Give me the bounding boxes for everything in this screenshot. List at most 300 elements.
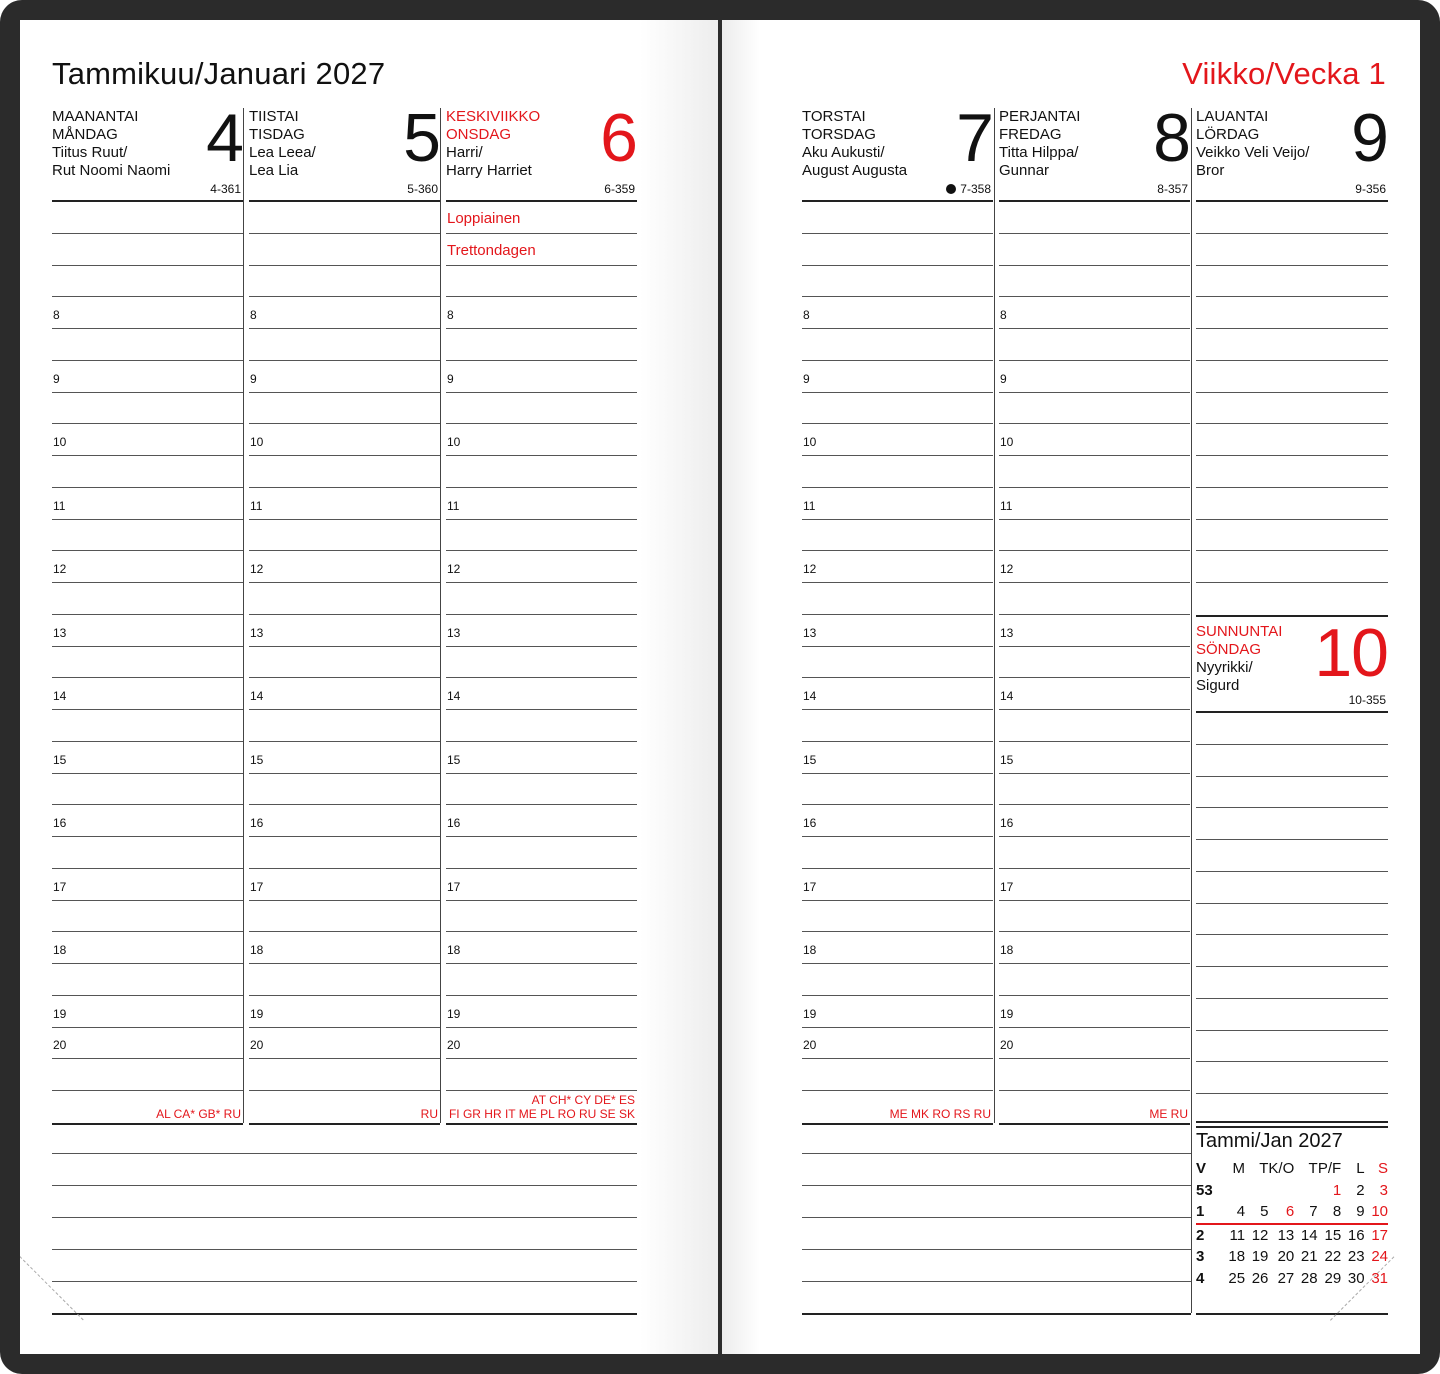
time-row[interactable] xyxy=(52,424,243,456)
time-row[interactable] xyxy=(999,234,1190,266)
time-row[interactable] xyxy=(1196,935,1388,967)
time-row[interactable] xyxy=(249,361,440,393)
week-number: 3 xyxy=(1196,1248,1205,1265)
time-row[interactable] xyxy=(999,520,1190,552)
time-row[interactable] xyxy=(999,1028,1190,1060)
time-row[interactable] xyxy=(802,456,993,488)
time-row[interactable] xyxy=(249,964,440,996)
time-row[interactable] xyxy=(52,774,243,806)
notes-line[interactable] xyxy=(52,1185,637,1186)
moon-phase-icon xyxy=(946,184,956,194)
time-row[interactable] xyxy=(249,647,440,679)
page-corner-mark xyxy=(20,1256,84,1320)
day-name-fi: KESKIVIIKKO xyxy=(446,108,541,125)
day-number: 8 xyxy=(1153,100,1190,176)
time-row[interactable] xyxy=(802,932,993,964)
notes-line[interactable] xyxy=(52,1281,637,1282)
time-row[interactable] xyxy=(802,266,993,298)
time-row[interactable] xyxy=(999,774,1190,806)
time-row[interactable] xyxy=(52,297,243,329)
calendar-date[interactable]: 22 xyxy=(1324,1248,1342,1265)
time-row[interactable] xyxy=(446,551,637,583)
column-divider xyxy=(994,108,995,1123)
day-name-sv: LÖRDAG xyxy=(1196,126,1260,143)
calendar-date[interactable]: 31 xyxy=(1371,1269,1388,1287)
time-row[interactable] xyxy=(802,1059,993,1091)
time-row[interactable] xyxy=(446,869,637,901)
time-row[interactable] xyxy=(446,456,637,488)
hour-label: 13 xyxy=(803,625,817,640)
calendar-date[interactable]: 13 xyxy=(1277,1226,1295,1244)
time-row[interactable] xyxy=(1196,520,1388,552)
hour-label: 8 xyxy=(53,308,60,322)
calendar-date[interactable]: 9 xyxy=(1341,1201,1364,1224)
hour-label: 18 xyxy=(447,943,461,957)
name-day: Aku Aukusti/ xyxy=(802,144,885,161)
time-row[interactable] xyxy=(1196,872,1388,904)
time-row[interactable] xyxy=(999,710,1190,742)
time-row[interactable] xyxy=(999,424,1190,456)
time-row[interactable] xyxy=(802,1028,993,1060)
hour-label: 10 xyxy=(447,435,461,449)
hour-label: 15 xyxy=(250,752,264,767)
day-header xyxy=(446,100,637,202)
time-row[interactable] xyxy=(446,710,637,742)
time-row[interactable] xyxy=(52,742,243,774)
time-row[interactable] xyxy=(1196,999,1388,1031)
calendar-date[interactable]: 25 xyxy=(1228,1269,1246,1287)
hour-label: 15 xyxy=(447,752,461,767)
time-row[interactable] xyxy=(249,1028,440,1060)
time-row[interactable] xyxy=(249,774,440,806)
time-row[interactable] xyxy=(999,869,1190,901)
time-row[interactable] xyxy=(446,424,637,456)
time-row[interactable] xyxy=(446,805,637,837)
hour-label: 11 xyxy=(1000,498,1013,513)
time-row[interactable] xyxy=(1196,361,1388,393)
time-row[interactable] xyxy=(52,678,243,710)
time-row[interactable] xyxy=(446,932,637,964)
calendar-date[interactable]: 21 xyxy=(1300,1248,1318,1265)
time-row[interactable] xyxy=(446,297,637,329)
notes-line[interactable] xyxy=(802,1313,1191,1315)
time-row[interactable] xyxy=(446,678,637,710)
calendar-date[interactable]: 27 xyxy=(1277,1269,1295,1287)
time-row[interactable] xyxy=(249,837,440,869)
time-row[interactable] xyxy=(1196,1031,1388,1063)
time-row[interactable] xyxy=(249,901,440,933)
time-row[interactable] xyxy=(249,456,440,488)
hour-label: 12 xyxy=(447,562,461,576)
notes-line[interactable] xyxy=(802,1249,1191,1250)
time-row[interactable] xyxy=(52,710,243,742)
weekday-header: S xyxy=(1377,1160,1388,1177)
hour-label: 16 xyxy=(250,816,264,830)
hour-label: 14 xyxy=(1000,689,1014,703)
day-names xyxy=(1196,108,1309,180)
time-row[interactable] xyxy=(999,488,1190,520)
time-row[interactable] xyxy=(249,996,440,1028)
time-row[interactable] xyxy=(1196,424,1388,456)
calendar-date[interactable]: 2 xyxy=(1356,1181,1365,1199)
hour-label: 8 xyxy=(803,308,810,322)
time-row[interactable] xyxy=(802,583,993,615)
hour-label: 9 xyxy=(250,371,257,386)
time-row[interactable] xyxy=(52,1059,243,1091)
time-row[interactable] xyxy=(802,964,993,996)
time-row[interactable] xyxy=(446,266,637,298)
hour-label: 14 xyxy=(53,689,67,703)
hour-label: 15 xyxy=(1000,752,1014,767)
time-row[interactable] xyxy=(52,202,243,234)
time-row[interactable] xyxy=(999,361,1190,393)
day-name-fi: TORSTAI xyxy=(802,108,866,125)
notes-line[interactable] xyxy=(52,1313,637,1315)
name-day: Veikko Veli Veijo/ xyxy=(1196,144,1310,161)
time-row[interactable] xyxy=(1196,297,1388,329)
time-row[interactable] xyxy=(802,424,993,456)
time-row[interactable] xyxy=(52,1091,243,1125)
hour-label: 15 xyxy=(53,752,67,767)
time-row[interactable] xyxy=(249,424,440,456)
day-name-fi: PERJANTAI xyxy=(999,108,1081,125)
notes-line[interactable] xyxy=(802,1281,1191,1282)
day-name-sv: ONSDAG xyxy=(446,126,512,143)
day-number: 9 xyxy=(1351,100,1388,176)
calendar-date[interactable]: 1 xyxy=(1332,1181,1342,1199)
day-column xyxy=(446,100,637,1125)
time-row[interactable] xyxy=(52,456,243,488)
time-row[interactable] xyxy=(249,710,440,742)
country-codes-line: RU xyxy=(420,1107,438,1121)
time-row[interactable] xyxy=(52,869,243,901)
notes-line[interactable] xyxy=(802,1185,1191,1186)
time-row[interactable] xyxy=(446,583,637,615)
time-row[interactable] xyxy=(802,551,993,583)
time-row[interactable] xyxy=(446,488,637,520)
time-row[interactable] xyxy=(802,1091,993,1125)
hour-label: 12 xyxy=(1000,562,1014,576)
time-row[interactable] xyxy=(1196,713,1388,745)
hour-label: 18 xyxy=(1000,943,1014,957)
time-row[interactable] xyxy=(52,615,243,647)
time-row[interactable] xyxy=(249,583,440,615)
weekday-header: T xyxy=(1259,1160,1269,1177)
day-number: 10 xyxy=(1314,615,1388,691)
country-holiday-codes xyxy=(890,1107,991,1121)
time-row[interactable] xyxy=(52,551,243,583)
hour-label: 9 xyxy=(803,371,810,386)
time-row[interactable] xyxy=(249,488,440,520)
time-row[interactable] xyxy=(249,869,440,901)
time-row[interactable] xyxy=(249,297,440,329)
time-row[interactable] xyxy=(802,393,993,425)
time-row[interactable] xyxy=(1196,583,1388,617)
time-row[interactable] xyxy=(999,393,1190,425)
time-row[interactable] xyxy=(446,329,637,361)
day-of-year-code xyxy=(1157,182,1188,196)
hour-label: 15 xyxy=(803,752,817,767)
hour-label: 20 xyxy=(447,1038,461,1053)
calendar-date[interactable]: 29 xyxy=(1324,1269,1342,1287)
time-row[interactable] xyxy=(446,742,637,774)
time-row[interactable] xyxy=(802,234,993,266)
time-row[interactable] xyxy=(802,647,993,679)
time-row[interactable] xyxy=(999,329,1190,361)
time-row[interactable] xyxy=(802,805,993,837)
time-row[interactable] xyxy=(446,996,637,1028)
time-row[interactable] xyxy=(249,932,440,964)
calendar-date[interactable]: 19 xyxy=(1251,1248,1269,1265)
time-row[interactable] xyxy=(249,202,440,234)
day-names xyxy=(52,108,170,180)
time-row[interactable] xyxy=(802,710,993,742)
day-column xyxy=(802,100,993,1125)
mini-calendar-title: Tammi/Jan 2027 xyxy=(1196,1130,1343,1152)
time-row[interactable] xyxy=(999,996,1190,1028)
week-number: 1 xyxy=(1196,1201,1222,1224)
calendar-date[interactable]: 10 xyxy=(1365,1201,1388,1224)
time-row[interactable] xyxy=(249,1059,440,1091)
time-row[interactable] xyxy=(802,678,993,710)
calendar-date[interactable]: 26 xyxy=(1251,1269,1269,1287)
calendar-date[interactable]: 28 xyxy=(1300,1269,1318,1287)
notes-line[interactable] xyxy=(52,1217,637,1218)
time-row[interactable] xyxy=(1196,904,1388,936)
notes-line[interactable] xyxy=(52,1249,637,1250)
calendar-date xyxy=(1222,1180,1245,1202)
time-row[interactable] xyxy=(999,583,1190,615)
time-row[interactable] xyxy=(446,393,637,425)
time-row[interactable] xyxy=(999,901,1190,933)
time-row[interactable] xyxy=(249,551,440,583)
time-row[interactable] xyxy=(52,393,243,425)
time-row[interactable] xyxy=(249,678,440,710)
day-names xyxy=(446,108,540,180)
hour-label: 12 xyxy=(250,562,264,576)
time-row[interactable] xyxy=(446,774,637,806)
time-row[interactable] xyxy=(999,678,1190,710)
time-row[interactable] xyxy=(52,647,243,679)
time-row[interactable] xyxy=(249,520,440,552)
hour-label: 14 xyxy=(447,689,461,703)
time-row[interactable] xyxy=(802,996,993,1028)
time-row[interactable] xyxy=(1196,329,1388,361)
name-day: Harry Harriet xyxy=(446,162,532,179)
hour-label: 14 xyxy=(803,689,817,703)
country-codes-line: ME RU xyxy=(1149,1107,1188,1121)
time-row[interactable] xyxy=(802,615,993,647)
saturday-column xyxy=(1196,100,1388,1128)
time-row[interactable] xyxy=(52,234,243,266)
calendar-date[interactable]: 24 xyxy=(1371,1248,1388,1265)
hour-label: 18 xyxy=(250,943,264,957)
day-number: 4 xyxy=(206,100,243,176)
time-row[interactable] xyxy=(52,329,243,361)
time-row[interactable] xyxy=(249,234,440,266)
time-row[interactable] xyxy=(446,964,637,996)
time-row[interactable] xyxy=(249,742,440,774)
time-row[interactable] xyxy=(999,456,1190,488)
time-row[interactable] xyxy=(999,837,1190,869)
calendar-date[interactable]: 18 xyxy=(1228,1248,1246,1265)
day-name-fi: LAUANTAI xyxy=(1196,108,1269,125)
time-row[interactable] xyxy=(1196,840,1388,872)
day-number: 6 xyxy=(600,100,637,176)
time-row[interactable] xyxy=(446,1091,637,1125)
time-row[interactable] xyxy=(249,266,440,298)
time-row[interactable] xyxy=(802,837,993,869)
time-row[interactable] xyxy=(249,1091,440,1125)
time-row[interactable] xyxy=(52,361,243,393)
time-row[interactable] xyxy=(802,520,993,552)
time-row[interactable] xyxy=(446,901,637,933)
time-row[interactable] xyxy=(52,901,243,933)
day-header xyxy=(1196,100,1388,202)
calendar-date[interactable]: 5 xyxy=(1245,1201,1268,1224)
calendar-date[interactable]: 8 xyxy=(1318,1201,1342,1224)
time-row[interactable] xyxy=(802,297,993,329)
time-row[interactable] xyxy=(249,615,440,647)
calendar-date[interactable]: 7 xyxy=(1294,1201,1317,1224)
calendar-date[interactable]: 16 xyxy=(1347,1226,1365,1244)
notes-line[interactable] xyxy=(802,1153,1191,1154)
time-row[interactable] xyxy=(446,615,637,647)
time-row[interactable] xyxy=(1196,777,1388,809)
month-title: Tammikuu/Januari 2027 xyxy=(52,56,386,91)
time-row[interactable] xyxy=(802,361,993,393)
time-row[interactable] xyxy=(999,1091,1190,1125)
time-row[interactable] xyxy=(52,964,243,996)
mini-calendar-separator xyxy=(1196,1121,1388,1123)
day-of-year-code xyxy=(210,182,241,196)
time-row[interactable] xyxy=(999,964,1190,996)
time-row[interactable] xyxy=(999,742,1190,774)
time-row[interactable] xyxy=(446,1028,637,1060)
calendar-date[interactable]: 23 xyxy=(1347,1248,1365,1265)
day-name-fi: TIISTAI xyxy=(249,108,299,125)
day-number: 5 xyxy=(403,100,440,176)
time-row[interactable] xyxy=(446,1059,637,1091)
time-row[interactable] xyxy=(52,837,243,869)
notes-line[interactable] xyxy=(52,1153,637,1154)
time-row[interactable] xyxy=(1196,551,1388,583)
calendar-date[interactable]: 20 xyxy=(1277,1248,1295,1265)
hour-label: 9 xyxy=(1000,371,1007,386)
time-row[interactable] xyxy=(446,837,637,869)
time-row[interactable] xyxy=(999,805,1190,837)
time-row[interactable] xyxy=(999,266,1190,298)
time-row[interactable] xyxy=(52,520,243,552)
time-row[interactable] xyxy=(999,202,1190,234)
mini-calendar-week xyxy=(1196,1180,1388,1202)
time-row[interactable] xyxy=(802,774,993,806)
calendar-date[interactable]: 3 xyxy=(1379,1181,1388,1199)
time-row[interactable] xyxy=(249,329,440,361)
time-row[interactable] xyxy=(1196,234,1388,266)
time-row[interactable] xyxy=(999,647,1190,679)
calendar-date[interactable]: 17 xyxy=(1371,1226,1388,1244)
time-row[interactable] xyxy=(1196,488,1388,520)
calendar-date[interactable]: 11 xyxy=(1229,1226,1246,1244)
time-row[interactable] xyxy=(1196,456,1388,488)
calendar-date[interactable]: 12 xyxy=(1251,1226,1269,1244)
day-name-sv: MÅNDAG xyxy=(52,126,118,143)
time-row[interactable] xyxy=(52,932,243,964)
time-row[interactable] xyxy=(802,869,993,901)
hour-label: 17 xyxy=(53,879,67,894)
time-row[interactable] xyxy=(802,901,993,933)
right-page xyxy=(722,20,1420,1354)
country-codes-line: AL CA* GB* RU xyxy=(156,1107,241,1121)
mini-calendar xyxy=(1196,1128,1388,1289)
time-row[interactable] xyxy=(1196,202,1388,234)
time-row[interactable] xyxy=(999,615,1190,647)
day-header xyxy=(1196,615,1388,713)
day-header xyxy=(802,100,993,202)
time-row[interactable] xyxy=(52,996,243,1028)
time-row[interactable] xyxy=(802,202,993,234)
time-row[interactable] xyxy=(1196,967,1388,999)
time-row[interactable] xyxy=(802,329,993,361)
time-row[interactable] xyxy=(802,488,993,520)
time-row[interactable] xyxy=(52,488,243,520)
time-row[interactable] xyxy=(52,583,243,615)
hour-label: 8 xyxy=(447,308,454,322)
time-row[interactable] xyxy=(52,266,243,298)
calendar-date xyxy=(1294,1180,1317,1202)
calendar-date[interactable]: 6 xyxy=(1268,1201,1294,1224)
holiday-event: Trettondagen xyxy=(447,241,536,259)
day-of-year-code xyxy=(604,182,635,196)
time-row[interactable] xyxy=(999,1059,1190,1091)
time-row[interactable] xyxy=(1196,808,1388,840)
day-code-text: 4-361 xyxy=(210,182,241,196)
calendar-date[interactable]: 15 xyxy=(1324,1226,1342,1244)
calendar-date[interactable]: 14 xyxy=(1300,1226,1318,1244)
time-row[interactable] xyxy=(52,1028,243,1060)
time-row[interactable] xyxy=(999,551,1190,583)
day-names xyxy=(249,108,316,180)
time-row[interactable] xyxy=(1196,393,1388,425)
name-day: Bror xyxy=(1196,162,1225,179)
hour-label: 16 xyxy=(1000,816,1014,830)
time-row[interactable] xyxy=(249,393,440,425)
calendar-date[interactable]: 4 xyxy=(1222,1201,1245,1224)
time-row[interactable] xyxy=(446,361,637,393)
time-row[interactable] xyxy=(999,932,1190,964)
time-row[interactable] xyxy=(1196,745,1388,777)
weekday-header: V xyxy=(1196,1160,1207,1177)
time-row[interactable] xyxy=(446,520,637,552)
time-row[interactable] xyxy=(1196,1062,1388,1094)
time-row[interactable] xyxy=(999,297,1190,329)
time-row[interactable] xyxy=(446,647,637,679)
time-row[interactable] xyxy=(802,742,993,774)
time-row[interactable] xyxy=(249,805,440,837)
time-row[interactable] xyxy=(1196,266,1388,298)
time-row[interactable] xyxy=(446,234,637,266)
day-of-year-code xyxy=(1349,693,1386,707)
time-row[interactable] xyxy=(52,805,243,837)
country-holiday-codes xyxy=(1149,1107,1188,1121)
day-name-fi: SUNNUNTAI xyxy=(1196,623,1283,640)
notes-line[interactable] xyxy=(802,1217,1191,1218)
day-header xyxy=(52,100,243,202)
time-row[interactable] xyxy=(446,202,637,234)
calendar-date[interactable]: 30 xyxy=(1347,1269,1365,1287)
day-name-sv: TORSDAG xyxy=(802,126,876,143)
